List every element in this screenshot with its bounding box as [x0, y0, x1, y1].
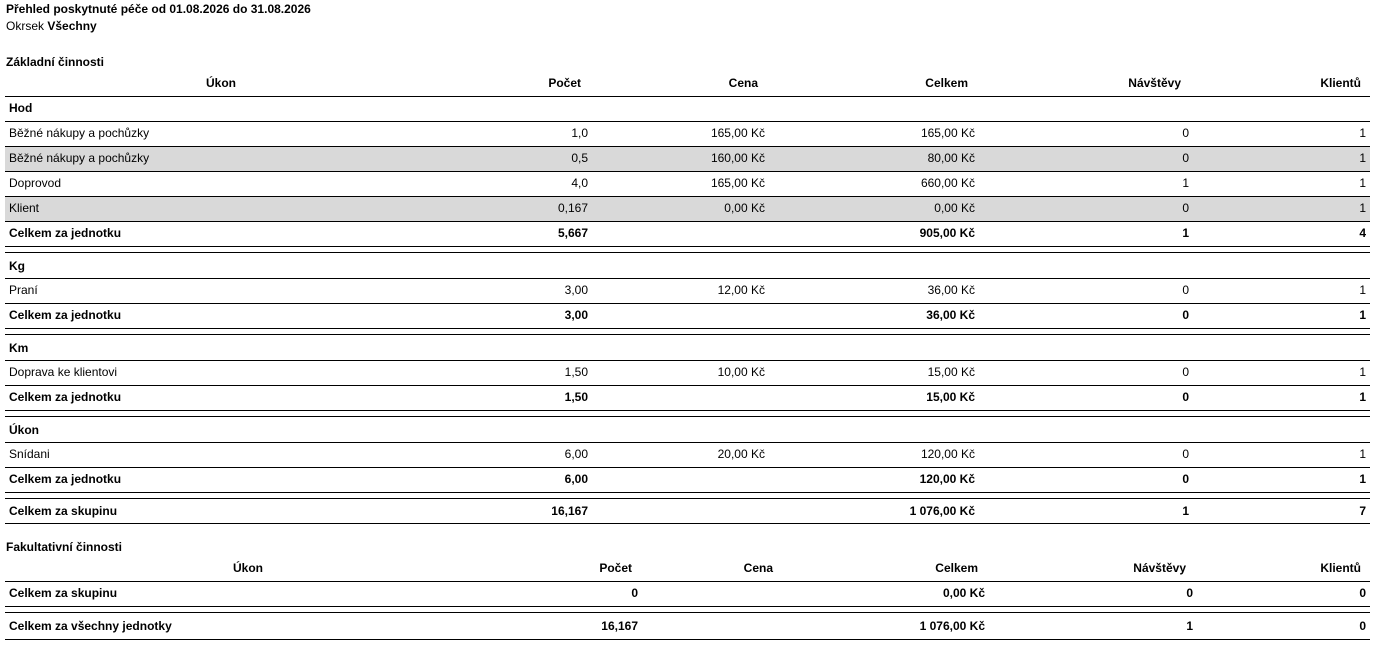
report-title: Přehled poskytnuté péče od 01.08.2026 do 31.08.2026	[6, 2, 311, 16]
row-divider	[5, 121, 1370, 122]
subtotal-label: Celkem za jednotku	[9, 390, 122, 404]
grand-total-count: 16,167	[601, 619, 638, 633]
subtotal-clients: 4	[1359, 226, 1366, 240]
unit-heading: Km	[9, 341, 29, 355]
row-total: 660,00 Kč	[920, 176, 975, 190]
subtotal-divider	[5, 246, 1370, 247]
subtotal-count: 5,667	[557, 226, 588, 240]
group-total-clients: 7	[1359, 504, 1366, 518]
subtotal-label: Celkem za jednotku	[9, 472, 122, 486]
group-total-total: 1 076,00 Kč	[909, 504, 975, 518]
unit-heading: Hod	[9, 101, 33, 115]
row-divider	[5, 221, 1370, 222]
district-label: Okrsek	[6, 19, 45, 33]
grand-total-top-divider	[5, 612, 1370, 613]
row-name: Běžné nákupy a pochůzky	[9, 151, 150, 165]
subtotal-count: 1,50	[564, 390, 588, 404]
group-total-total: 0,00 Kč	[942, 586, 985, 600]
row-total: 36,00 Kč	[927, 283, 975, 297]
col-header-total: Celkem	[925, 76, 968, 90]
col-header-price: Cena	[743, 561, 773, 575]
row-visits: 0	[1182, 447, 1189, 461]
row-count: 6,00	[564, 447, 588, 461]
unit-heading: Kg	[9, 259, 25, 273]
row-total: 80,00 Kč	[927, 151, 975, 165]
row-clients: 1	[1359, 151, 1366, 165]
row-count: 1,0	[571, 126, 588, 140]
row-divider	[5, 278, 1370, 279]
grand-total-visits: 1	[1186, 619, 1193, 633]
row-price: 160,00 Kč	[710, 151, 765, 165]
row-visits: 0	[1182, 283, 1189, 297]
row-count: 1,50	[564, 365, 588, 379]
row-count: 4,0	[571, 176, 588, 190]
row-total: 15,00 Kč	[927, 365, 975, 379]
col-header-clients: Klientů	[1320, 76, 1361, 90]
group-total-label: Celkem za skupinu	[9, 586, 118, 600]
subtotal-divider	[5, 328, 1370, 329]
col-header-price: Cena	[728, 76, 758, 90]
group-total-clients: 0	[1359, 586, 1366, 600]
col-header-clients: Klientů	[1320, 561, 1361, 575]
row-count: 0,5	[571, 151, 588, 165]
row-clients: 1	[1359, 447, 1366, 461]
group-total-count: 0	[631, 586, 638, 600]
row-name: Doprovod	[9, 176, 62, 190]
row-name: Běžné nákupy a pochůzky	[9, 126, 150, 140]
subtotal-visits: 0	[1182, 390, 1189, 404]
group-total-divider	[5, 523, 1370, 524]
subtotal-label: Celkem za jednotku	[9, 226, 122, 240]
row-divider	[5, 360, 1370, 361]
row-total: 0,00 Kč	[934, 201, 975, 215]
row-name: Praní	[9, 283, 38, 297]
group-total-count: 16,167	[551, 504, 588, 518]
row-divider	[5, 171, 1370, 172]
row-price: 20,00 Kč	[717, 447, 765, 461]
subtotal-label: Celkem za jednotku	[9, 308, 122, 322]
col-header-count: Počet	[548, 76, 581, 90]
row-clients: 1	[1359, 283, 1366, 297]
row-price: 165,00 Kč	[710, 126, 765, 140]
subtotal-count: 3,00	[564, 308, 588, 322]
row-visits: 0	[1182, 201, 1189, 215]
col-header-total: Celkem	[935, 561, 978, 575]
subtotal-visits: 0	[1182, 472, 1189, 486]
row-clients: 1	[1359, 176, 1366, 190]
subtotal-clients: 1	[1359, 308, 1366, 322]
row-price: 165,00 Kč	[710, 176, 765, 190]
unit-divider	[5, 498, 1370, 499]
row-clients: 1	[1359, 126, 1366, 140]
grand-total-total: 1 076,00 Kč	[919, 619, 985, 633]
district-value: Všechny	[47, 19, 97, 33]
unit-divider	[5, 252, 1370, 253]
grand-total-label: Celkem za všechny jednotky	[9, 619, 172, 633]
subtotal-total: 36,00 Kč	[926, 308, 975, 322]
header-divider	[5, 581, 1370, 582]
row-count: 0,167	[557, 201, 588, 215]
row-name: Snídani	[9, 447, 50, 461]
row-visits: 0	[1182, 126, 1189, 140]
group-total-divider	[5, 606, 1370, 607]
row-divider	[5, 385, 1370, 386]
row-count: 3,00	[564, 283, 588, 297]
col-header-action: Úkon	[206, 76, 236, 90]
subtotal-divider	[5, 492, 1370, 493]
row-price: 0,00 Kč	[724, 201, 765, 215]
subtotal-total: 120,00 Kč	[919, 472, 975, 486]
row-clients: 1	[1359, 201, 1366, 215]
col-header-count: Počet	[599, 561, 632, 575]
unit-divider	[5, 416, 1370, 417]
row-name: Klient	[9, 201, 40, 215]
row-total: 165,00 Kč	[920, 126, 975, 140]
row-name: Doprava ke klientovi	[9, 365, 118, 379]
subtotal-total: 15,00 Kč	[926, 390, 975, 404]
row-divider	[5, 303, 1370, 304]
row-visits: 0	[1182, 151, 1189, 165]
subtotal-visits: 1	[1182, 226, 1189, 240]
row-clients: 1	[1359, 365, 1366, 379]
unit-heading: Úkon	[9, 423, 39, 437]
district-line	[6, 19, 97, 33]
row-price: 10,00 Kč	[717, 365, 765, 379]
subtotal-divider	[5, 410, 1370, 411]
col-header-visits: Návštěvy	[1133, 561, 1186, 575]
col-header-action: Úkon	[233, 561, 263, 575]
subtotal-clients: 1	[1359, 390, 1366, 404]
header-divider	[5, 96, 1370, 97]
row-total: 120,00 Kč	[920, 447, 975, 461]
grand-total-divider	[5, 639, 1370, 640]
row-visits: 1	[1182, 176, 1189, 190]
subtotal-total: 905,00 Kč	[919, 226, 975, 240]
grand-total-clients: 0	[1359, 619, 1366, 633]
row-visits: 0	[1182, 365, 1189, 379]
section-title-optional: Fakultativní činnosti	[6, 540, 123, 554]
group-total-visits: 0	[1186, 586, 1193, 600]
row-divider	[5, 467, 1370, 468]
group-total-visits: 1	[1182, 504, 1189, 518]
subtotal-visits: 0	[1182, 308, 1189, 322]
col-header-visits: Návštěvy	[1128, 76, 1181, 90]
row-price: 12,00 Kč	[717, 283, 765, 297]
row-divider	[5, 442, 1370, 443]
subtotal-clients: 1	[1359, 472, 1366, 486]
unit-divider	[5, 334, 1370, 335]
section-title-basic: Základní činnosti	[6, 55, 105, 69]
subtotal-count: 6,00	[564, 472, 588, 486]
group-total-label: Celkem za skupinu	[9, 504, 118, 518]
